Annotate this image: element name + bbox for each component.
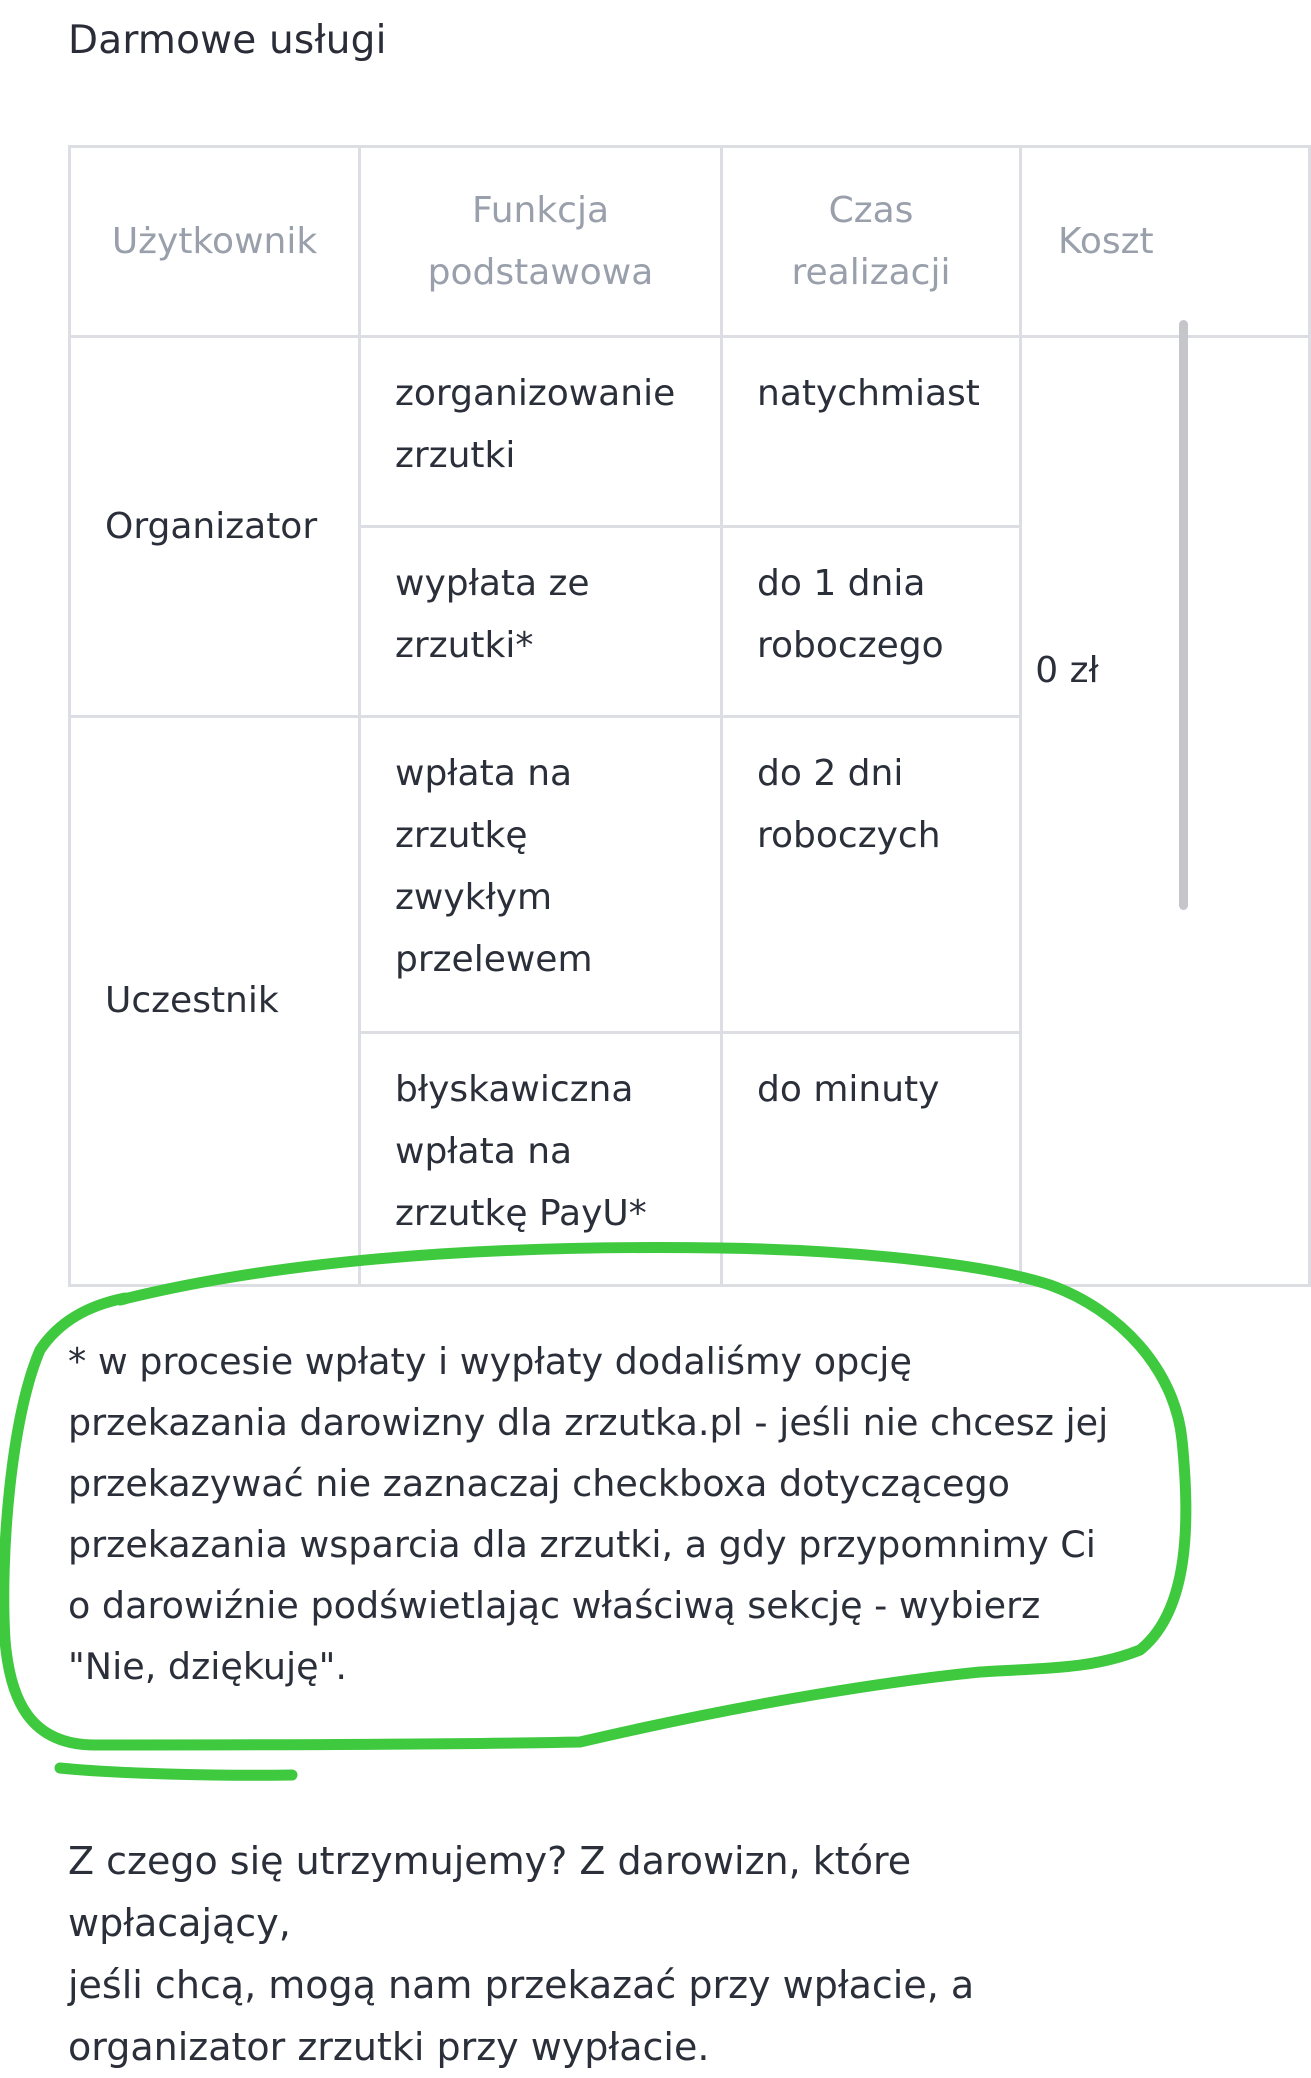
- cost-cell: [1021, 337, 1310, 1286]
- table-row: [70, 337, 1310, 527]
- time-cell: [722, 717, 1021, 1033]
- services-table-scroll-area[interactable]: [68, 145, 1154, 1297]
- highlight-underline: [60, 1768, 292, 1775]
- function-cell: [360, 337, 722, 527]
- function-cell: [360, 1033, 722, 1286]
- function-cell: [360, 527, 722, 717]
- table-header-row: [70, 147, 1310, 337]
- header-cost-label: Koszt: [1058, 220, 1154, 262]
- header-time: [722, 147, 1021, 337]
- function-text: błyskawiczna wpłata na zrzutkę PayU*: [395, 1069, 647, 1234]
- time-text: do 2 dni roboczych: [757, 753, 941, 856]
- header-user: [70, 147, 360, 337]
- function-text: wpłata na zrzutkę zwykłym przelewem: [395, 753, 593, 980]
- header-time-label: Czas realizacji: [791, 189, 951, 293]
- function-cell: [360, 717, 722, 1033]
- header-user-label: Użytkownik: [111, 220, 318, 262]
- time-text: do minuty: [757, 1069, 940, 1110]
- time-text: do 1 dnia roboczego: [757, 563, 944, 666]
- user-organizer-cell: [70, 337, 360, 717]
- funding-paragraph: Z czego się utrzymujemy? Z darowizn, które wpłacający, jeśli chcą, mogą nam przekazać przy wpłacie, a organizator zrzutki przy wypłacie.: [68, 1839, 975, 2069]
- time-cell: [722, 1033, 1021, 1286]
- header-cost: [1021, 147, 1310, 337]
- header-function-label: Funkcja podstawowa: [427, 189, 654, 293]
- user-organizer: Organizator: [105, 505, 318, 547]
- time-cell: [722, 337, 1021, 527]
- header-function: [360, 147, 722, 337]
- vertical-scrollbar[interactable]: [1179, 320, 1188, 910]
- services-table: [68, 145, 1311, 1287]
- user-participant: Uczestnik: [105, 980, 279, 1021]
- time-text: natychmiast: [757, 373, 980, 414]
- footnote-text: * w procesie wpłaty i wypłaty dodaliśmy opcję przekazania darowizny dla zrzutka.pl - jeśli nie chcesz jej przekazywać nie zaznaczaj checkboxa dotyczącego przekazania wsparcia dla zrzutki, a gdy przypomnimy Ci o darowiźnie podświetlając właściwą sekcję - wybierz "Nie, dziękuję".: [68, 1340, 1109, 1688]
- cost-value: 0 zł: [1035, 650, 1099, 691]
- user-participant-cell: [70, 717, 360, 1286]
- section-title: Darmowe usługi: [68, 18, 387, 63]
- function-text: zorganizowanie zrzutki: [395, 373, 676, 476]
- function-text: wypłata ze zrzutki*: [395, 563, 590, 666]
